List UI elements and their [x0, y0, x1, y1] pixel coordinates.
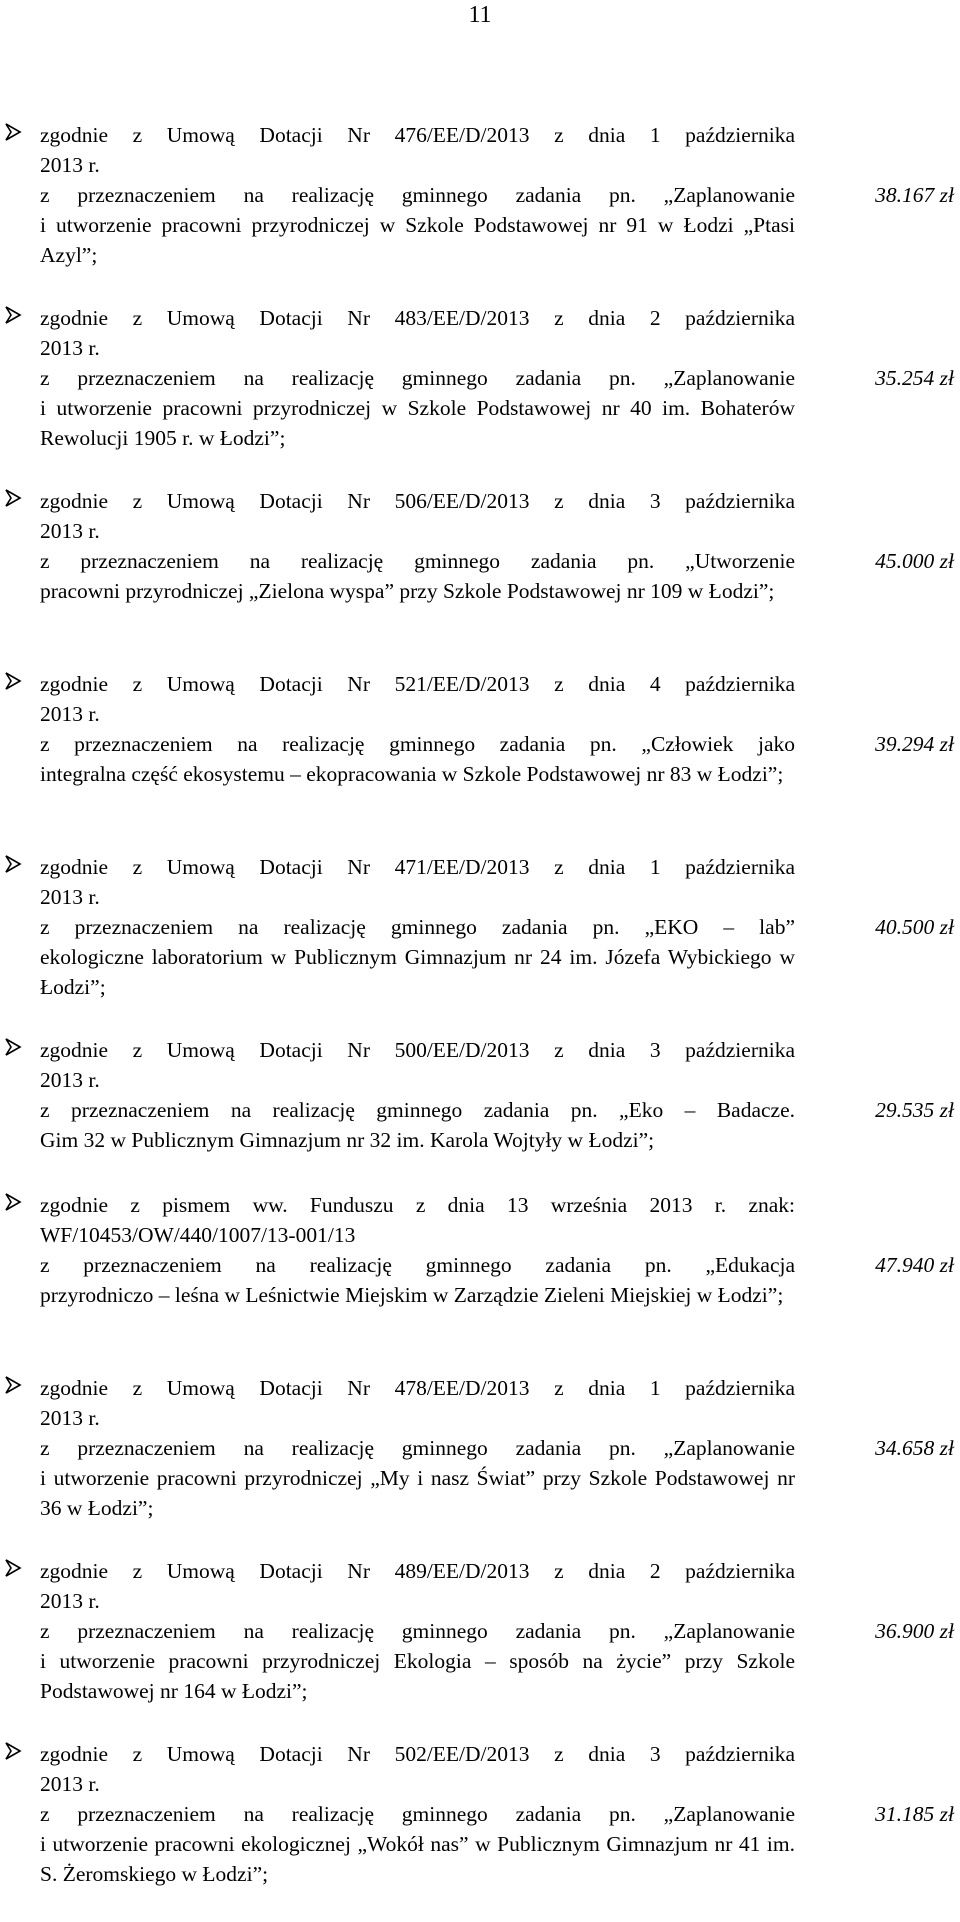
grant-date: 2013 r. — [40, 1772, 100, 1796]
grant-amount: 47.940 zł — [875, 1253, 954, 1277]
grant-purpose: z przeznaczeniem na realizację gminnego zadania pn. „Człowiek jako — [40, 732, 795, 756]
grant-purpose: z przeznaczeniem na realizację gminnego zadania pn. „Zaplanowanie — [40, 1802, 795, 1826]
grant-purpose: z przeznaczeniem na realizację gminnego zadania pn. „Zaplanowanie — [40, 366, 795, 390]
arrowhead-bullet-icon — [4, 672, 22, 690]
grant-date: 2013 r. — [40, 1068, 100, 1092]
grant-reference: WF/10453/OW/440/1007/13-001/13 — [40, 1223, 356, 1247]
grant-purpose: z przeznaczeniem na realizację gminnego zadania pn. „Eko – Badacze. — [40, 1098, 795, 1122]
grant-purpose: z przeznaczeniem na realizację gminnego zadania pn. „EKO – lab” — [40, 915, 795, 939]
grant-text — [40, 1035, 795, 1155]
grant-amount: 38.167 zł — [875, 183, 954, 207]
grant-description: pracowni przyrodniczej „Zielona wyspa” przy Szkole Podstawowej nr 109 w Łodzi”; — [40, 579, 775, 603]
grant-description: integralna część ekosystemu – ekopracowania w Szkole Podstawowej nr 83 w Łodzi”; — [40, 762, 784, 786]
grant-item — [0, 1373, 960, 1556]
grant-description: ekologiczne laboratorium w Publicznym Gimnazjum nr 24 im. Józefa Wybickiego w Łodzi”; — [40, 945, 795, 999]
arrowhead-bullet-icon — [4, 1559, 22, 1577]
grant-amount: 35.254 zł — [875, 366, 954, 390]
grant-basis: zgodnie z pismem ww. Funduszu z dnia 13 września 2013 r. znak: — [40, 1193, 795, 1217]
grant-purpose: z przeznaczeniem na realizację gminnego zadania pn. „Zaplanowanie — [40, 183, 795, 207]
grant-text — [40, 486, 795, 606]
arrowhead-bullet-icon — [4, 489, 22, 507]
grant-date: 2013 r. — [40, 336, 100, 360]
arrowhead-bullet-icon — [4, 1742, 22, 1760]
grant-text — [40, 1373, 795, 1523]
grant-basis: zgodnie z Umową Dotacji Nr 502/EE/D/2013 z dnia 3 października — [40, 1742, 795, 1766]
grant-item — [0, 120, 960, 303]
grant-item — [0, 1190, 960, 1373]
grant-item — [0, 669, 960, 852]
arrowhead-bullet-icon — [4, 1193, 22, 1211]
grant-text — [40, 1739, 795, 1889]
grant-amount: 31.185 zł — [875, 1802, 954, 1826]
arrowhead-bullet-icon — [4, 306, 22, 324]
grant-basis: zgodnie z Umową Dotacji Nr 500/EE/D/2013 z dnia 3 października — [40, 1038, 795, 1062]
grant-item — [0, 486, 960, 669]
grant-description: przyrodniczo – leśna w Leśnictwie Miejskim w Zarządzie Zieleni Miejskiej w Łodzi”; — [40, 1283, 784, 1307]
arrowhead-bullet-icon — [4, 1038, 22, 1056]
grant-amount: 36.900 zł — [875, 1619, 954, 1643]
grant-date: 2013 r. — [40, 519, 100, 543]
grant-date: 2013 r. — [40, 1589, 100, 1613]
grant-description: i utworzenie pracowni przyrodniczej w Szkole Podstawowej nr 40 im. Bohaterów Rewolucji 1905 r. w Łodzi”; — [40, 396, 795, 450]
grant-description: Gim 32 w Publicznym Gimnazjum nr 32 im. Karola Wojtyły w Łodzi”; — [40, 1128, 655, 1152]
grant-basis: zgodnie z Umową Dotacji Nr 478/EE/D/2013 z dnia 1 października — [40, 1376, 795, 1400]
grant-purpose: z przeznaczeniem na realizację gminnego zadania pn. „Zaplanowanie — [40, 1436, 795, 1460]
grant-basis: zgodnie z Umową Dotacji Nr 476/EE/D/2013 z dnia 1 października — [40, 123, 795, 147]
arrowhead-bullet-icon — [4, 123, 22, 141]
grant-basis: zgodnie z Umową Dotacji Nr 483/EE/D/2013 z dnia 2 października — [40, 306, 795, 330]
grant-amount: 40.500 zł — [875, 915, 954, 939]
grant-amount: 45.000 zł — [875, 549, 954, 573]
grant-basis: zgodnie z Umową Dotacji Nr 506/EE/D/2013 z dnia 3 października — [40, 489, 795, 513]
grant-date: 2013 r. — [40, 702, 100, 726]
grant-text — [40, 303, 795, 453]
grant-item — [0, 1739, 960, 1922]
grant-basis: zgodnie z Umową Dotacji Nr 471/EE/D/2013 z dnia 1 października — [40, 855, 795, 879]
grant-text — [40, 1556, 795, 1706]
grant-item — [0, 1035, 960, 1190]
grant-date: 2013 r. — [40, 1406, 100, 1430]
grant-description: i utworzenie pracowni ekologicznej „Wokół nas” w Publicznym Gimnazjum nr 41 im. S. Żeromskiego w Łodzi”; — [40, 1832, 795, 1886]
grant-basis: zgodnie z Umową Dotacji Nr 521/EE/D/2013 z dnia 4 października — [40, 672, 795, 696]
grant-text — [40, 669, 795, 789]
grant-item — [0, 1556, 960, 1739]
grant-amount: 34.658 zł — [875, 1436, 954, 1460]
arrowhead-bullet-icon — [4, 1376, 22, 1394]
grant-amount: 39.294 zł — [875, 732, 954, 756]
grant-description: i utworzenie pracowni przyrodniczej „My i nasz Świat” przy Szkole Podstawowej nr 36 w Łodzi”; — [40, 1466, 795, 1520]
grant-purpose: z przeznaczeniem na realizację gminnego zadania pn. „Edukacja — [40, 1253, 795, 1277]
grant-text — [40, 1190, 795, 1310]
grant-description: i utworzenie pracowni przyrodniczej Ekologia – sposób na życie” przy Szkole Podstawowej nr 164 w Łodzi”; — [40, 1649, 795, 1703]
grant-text — [40, 852, 795, 1002]
grant-item — [0, 852, 960, 1035]
grant-date: 2013 r. — [40, 885, 100, 909]
grant-list — [0, 120, 960, 1922]
page-number: 11 — [468, 2, 492, 28]
grant-description: i utworzenie pracowni przyrodniczej w Szkole Podstawowej nr 91 w Łodzi „Ptasi Azyl”; — [40, 213, 795, 267]
arrowhead-bullet-icon — [4, 855, 22, 873]
grant-purpose: z przeznaczeniem na realizację gminnego zadania pn. „Zaplanowanie — [40, 1619, 795, 1643]
grant-text — [40, 120, 795, 270]
grant-amount: 29.535 zł — [875, 1098, 954, 1122]
grant-item — [0, 303, 960, 486]
grant-basis: zgodnie z Umową Dotacji Nr 489/EE/D/2013 z dnia 2 października — [40, 1559, 795, 1583]
grant-date: 2013 r. — [40, 153, 100, 177]
grant-purpose: z przeznaczeniem na realizację gminnego zadania pn. „Utworzenie — [40, 549, 795, 573]
